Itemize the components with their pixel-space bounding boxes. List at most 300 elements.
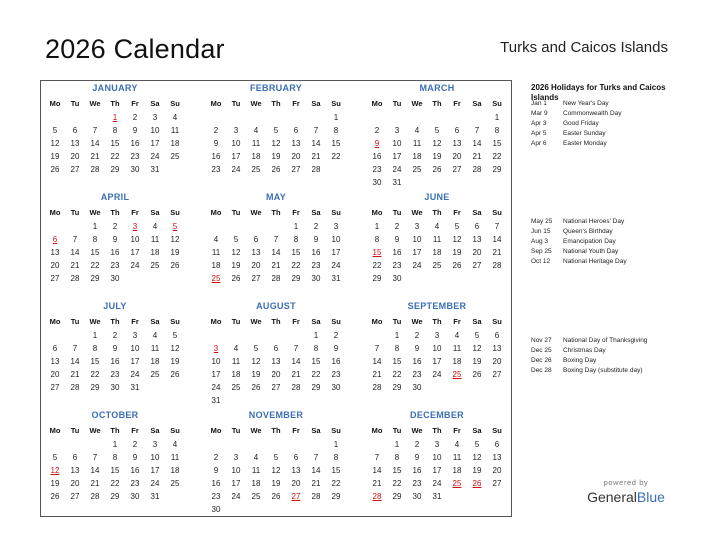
holiday-date: Apr 5 xyxy=(531,130,547,137)
weekday-label: Mo xyxy=(49,208,61,217)
day-cell: 24 xyxy=(231,492,241,501)
day-cell: 26 xyxy=(50,492,60,501)
day-cell: 4 xyxy=(434,222,440,231)
day-cell: 15 xyxy=(311,357,321,366)
day-cell: 20 xyxy=(492,357,502,366)
day-cell: 22 xyxy=(90,261,100,270)
weekday-label: Th xyxy=(110,317,120,326)
country-name: Turks and Caicos Islands xyxy=(500,39,668,56)
day-cell: 16 xyxy=(372,152,382,161)
day-cell: 11 xyxy=(251,466,261,475)
day-cell: 27 xyxy=(472,261,482,270)
day-cell: 29 xyxy=(392,383,402,392)
day-cell: 29 xyxy=(392,492,402,501)
day-cell: 23 xyxy=(130,152,140,161)
day-cell: 12 xyxy=(170,344,180,353)
day-cell: 4 xyxy=(172,113,178,122)
weekday-label: Fr xyxy=(131,317,139,326)
weekday-label: Th xyxy=(271,317,281,326)
day-cell: 2 xyxy=(112,331,118,340)
day-cell: 28 xyxy=(311,165,321,174)
day-cell: 28 xyxy=(90,165,100,174)
day-cell: 13 xyxy=(492,344,502,353)
brand-blue: Blue xyxy=(636,489,665,505)
weekday-label: Su xyxy=(331,208,341,217)
holiday-item xyxy=(531,109,701,119)
day-cell: 4 xyxy=(152,331,158,340)
holiday-date: Aug 3 xyxy=(531,238,548,245)
week-row xyxy=(45,490,185,503)
day-cell: 3 xyxy=(152,440,158,449)
day-cell: 28 xyxy=(291,383,301,392)
day-cell: 16 xyxy=(311,248,321,257)
day-cell: 30 xyxy=(331,383,341,392)
weekday-label: Tu xyxy=(70,426,80,435)
weekday-label: Th xyxy=(271,426,281,435)
weekday-label: Su xyxy=(331,99,341,108)
weekday-label: Tu xyxy=(392,317,402,326)
week-row xyxy=(367,163,507,176)
weekday-label: Su xyxy=(170,317,180,326)
day-cell: 18 xyxy=(150,357,160,366)
day-cell: 14 xyxy=(372,466,382,475)
day-cell: 13 xyxy=(70,139,80,148)
month-june xyxy=(367,192,507,285)
weekday-header xyxy=(206,97,346,111)
holiday-date: Nov 27 xyxy=(531,337,552,344)
month-november xyxy=(206,410,346,516)
day-cell: 17 xyxy=(412,248,422,257)
holiday-day: 25 xyxy=(452,479,462,488)
week-row xyxy=(45,150,185,163)
empty-cell xyxy=(246,111,266,124)
day-cell: 24 xyxy=(211,383,221,392)
day-cell: 12 xyxy=(50,139,60,148)
holiday-date: Dec 28 xyxy=(531,367,552,374)
week-row xyxy=(45,272,185,285)
day-cell: 25 xyxy=(412,165,422,174)
weekday-label: Fr xyxy=(292,426,300,435)
day-cell: 8 xyxy=(112,126,118,135)
day-cell: 19 xyxy=(472,466,482,475)
day-cell: 19 xyxy=(251,370,261,379)
day-cell: 27 xyxy=(291,165,301,174)
month-august xyxy=(206,301,346,407)
day-cell: 28 xyxy=(90,492,100,501)
weekday-label: Sa xyxy=(311,317,321,326)
weekday-header xyxy=(206,206,346,220)
weekday-label: Tu xyxy=(392,208,402,217)
day-cell: 19 xyxy=(170,357,180,366)
month-name: FEBRUARY xyxy=(249,83,303,93)
day-cell: 25 xyxy=(170,152,180,161)
day-cell: 7 xyxy=(494,222,500,231)
empty-cell xyxy=(487,381,507,394)
day-cell: 23 xyxy=(372,165,382,174)
day-cell: 8 xyxy=(293,235,299,244)
weekday-label: We xyxy=(411,99,423,108)
day-cell: 17 xyxy=(392,152,402,161)
day-cell: 9 xyxy=(132,126,138,135)
day-cell: 11 xyxy=(452,453,462,462)
day-cell: 26 xyxy=(271,165,281,174)
weekday-label: Sa xyxy=(472,426,482,435)
week-row xyxy=(367,464,507,477)
weekday-label: Mo xyxy=(210,99,222,108)
holiday-name: National Day of Thanksgiving xyxy=(563,337,648,344)
empty-cell xyxy=(286,111,306,124)
day-cell: 18 xyxy=(432,248,442,257)
week-row xyxy=(206,233,346,246)
weekday-label: Th xyxy=(432,208,442,217)
weekday-label: Mo xyxy=(371,317,383,326)
day-cell: 4 xyxy=(152,222,158,231)
day-cell: 21 xyxy=(472,152,482,161)
week-row xyxy=(367,342,507,355)
weekday-label: Sa xyxy=(472,208,482,217)
day-cell: 19 xyxy=(472,357,482,366)
day-cell: 20 xyxy=(70,152,80,161)
empty-cell xyxy=(266,329,286,342)
weekday-label: Su xyxy=(331,317,341,326)
weekday-label: Fr xyxy=(292,99,300,108)
day-cell: 13 xyxy=(50,357,60,366)
month-name: JUNE xyxy=(424,192,450,202)
day-cell: 15 xyxy=(492,139,502,148)
day-cell: 3 xyxy=(233,453,239,462)
weekday-label: Su xyxy=(492,99,502,108)
day-cell: 29 xyxy=(291,274,301,283)
empty-cell xyxy=(226,438,246,451)
powered-by-text: powered by xyxy=(603,478,649,487)
day-cell: 26 xyxy=(50,165,60,174)
day-cell: 5 xyxy=(233,235,239,244)
month-name: APRIL xyxy=(100,192,130,202)
week-row xyxy=(367,111,507,124)
holiday-name: Good Friday xyxy=(563,120,599,127)
empty-cell xyxy=(286,394,306,407)
empty-cell xyxy=(206,329,226,342)
day-cell: 12 xyxy=(452,235,462,244)
day-cell: 11 xyxy=(251,139,261,148)
day-cell: 20 xyxy=(50,261,60,270)
day-cell: 7 xyxy=(92,126,98,135)
day-cell: 7 xyxy=(374,344,380,353)
day-cell: 12 xyxy=(231,248,241,257)
day-cell: 11 xyxy=(432,235,442,244)
empty-cell xyxy=(206,438,226,451)
empty-cell xyxy=(367,329,387,342)
day-cell: 21 xyxy=(311,152,321,161)
empty-cell xyxy=(266,111,286,124)
week-row xyxy=(206,163,346,176)
week-row xyxy=(45,342,185,355)
empty-cell xyxy=(85,111,105,124)
week-row xyxy=(206,246,346,259)
weekday-label: Su xyxy=(331,426,341,435)
empty-cell xyxy=(367,111,387,124)
week-row xyxy=(367,246,507,259)
day-cell: 5 xyxy=(474,331,480,340)
weekday-label: Tu xyxy=(231,317,241,326)
empty-cell xyxy=(286,438,306,451)
week-row xyxy=(206,329,346,342)
empty-cell xyxy=(206,220,226,233)
day-cell: 19 xyxy=(170,248,180,257)
day-cell: 22 xyxy=(331,152,341,161)
holiday-day: 15 xyxy=(372,248,382,257)
day-cell: 15 xyxy=(331,139,341,148)
day-cell: 20 xyxy=(70,479,80,488)
weekday-label: Th xyxy=(110,426,120,435)
weekday-label: Tu xyxy=(231,208,241,217)
day-cell: 5 xyxy=(52,453,58,462)
holiday-day: 3 xyxy=(213,344,219,353)
day-cell: 6 xyxy=(474,222,480,231)
day-cell: 19 xyxy=(231,261,241,270)
holiday-item xyxy=(531,346,701,356)
week-row xyxy=(367,490,507,503)
day-cell: 6 xyxy=(494,331,500,340)
day-cell: 29 xyxy=(372,274,382,283)
day-cell: 22 xyxy=(90,370,100,379)
empty-cell xyxy=(407,111,427,124)
day-cell: 26 xyxy=(432,165,442,174)
day-cell: 8 xyxy=(374,235,380,244)
day-cell: 24 xyxy=(392,165,402,174)
day-cell: 9 xyxy=(394,235,400,244)
month-december xyxy=(367,410,507,503)
weekday-label: Mo xyxy=(371,99,383,108)
day-cell: 6 xyxy=(72,126,78,135)
day-cell: 4 xyxy=(213,235,219,244)
day-cell: 21 xyxy=(372,370,382,379)
day-cell: 24 xyxy=(150,479,160,488)
week-row xyxy=(45,355,185,368)
day-cell: 31 xyxy=(432,492,442,501)
empty-cell xyxy=(45,329,65,342)
day-cell: 13 xyxy=(70,466,80,475)
empty-cell xyxy=(145,381,165,394)
empty-cell xyxy=(266,503,286,516)
week-row xyxy=(367,272,507,285)
day-cell: 13 xyxy=(291,139,301,148)
day-cell: 1 xyxy=(333,440,339,449)
weekday-label: Sa xyxy=(150,317,160,326)
day-cell: 10 xyxy=(331,235,341,244)
day-cell: 16 xyxy=(130,466,140,475)
holiday-item xyxy=(531,217,701,227)
day-cell: 1 xyxy=(374,222,380,231)
weekday-header xyxy=(367,315,507,329)
day-cell: 28 xyxy=(492,261,502,270)
day-cell: 7 xyxy=(72,344,78,353)
month-name: SEPTEMBER xyxy=(407,301,467,311)
day-cell: 21 xyxy=(271,261,281,270)
week-row xyxy=(45,111,185,124)
day-cell: 21 xyxy=(90,152,100,161)
week-row xyxy=(367,137,507,150)
day-cell: 8 xyxy=(494,126,500,135)
day-cell: 3 xyxy=(434,440,440,449)
holiday-item xyxy=(531,257,701,267)
day-cell: 15 xyxy=(110,466,120,475)
empty-cell xyxy=(447,176,467,189)
empty-cell xyxy=(266,438,286,451)
day-cell: 21 xyxy=(70,370,80,379)
day-cell: 27 xyxy=(50,274,60,283)
day-cell: 30 xyxy=(372,178,382,187)
holiday-name: Queen's Birthday xyxy=(563,228,613,235)
weekday-header xyxy=(206,315,346,329)
day-cell: 30 xyxy=(211,505,221,514)
day-cell: 9 xyxy=(213,466,219,475)
weekday-label: Fr xyxy=(453,208,461,217)
day-cell: 8 xyxy=(394,344,400,353)
day-cell: 7 xyxy=(313,453,319,462)
week-row xyxy=(206,137,346,150)
day-cell: 3 xyxy=(132,331,138,340)
holiday-date: Oct 12 xyxy=(531,258,551,265)
day-cell: 20 xyxy=(291,479,301,488)
weekday-label: Mo xyxy=(49,426,61,435)
empty-cell xyxy=(246,438,266,451)
holiday-date: Jan 1 xyxy=(531,100,547,107)
week-row xyxy=(367,381,507,394)
empty-cell xyxy=(165,163,185,176)
weekday-label: Mo xyxy=(49,317,61,326)
day-cell: 23 xyxy=(412,370,422,379)
day-cell: 7 xyxy=(72,235,78,244)
day-cell: 17 xyxy=(211,370,221,379)
day-cell: 16 xyxy=(211,479,221,488)
weekday-header xyxy=(45,315,185,329)
weekday-label: Mo xyxy=(210,317,222,326)
day-cell: 14 xyxy=(70,248,80,257)
day-cell: 7 xyxy=(313,126,319,135)
day-cell: 14 xyxy=(311,139,321,148)
week-row xyxy=(206,272,346,285)
day-cell: 17 xyxy=(130,357,140,366)
week-row xyxy=(45,451,185,464)
empty-cell xyxy=(246,220,266,233)
weekday-label: We xyxy=(250,99,262,108)
holiday-name: Boxing Day xyxy=(563,357,597,364)
week-row xyxy=(45,124,185,137)
day-cell: 1 xyxy=(394,440,400,449)
holiday-group-1 xyxy=(531,99,701,149)
holiday-date: Sep 25 xyxy=(531,248,552,255)
day-cell: 21 xyxy=(291,370,301,379)
holiday-date: Jun 15 xyxy=(531,228,551,235)
day-cell: 23 xyxy=(110,370,120,379)
empty-cell xyxy=(145,272,165,285)
day-cell: 27 xyxy=(50,383,60,392)
day-cell: 16 xyxy=(110,357,120,366)
holiday-day: 1 xyxy=(112,113,118,122)
day-cell: 3 xyxy=(434,331,440,340)
holiday-item xyxy=(531,129,701,139)
holiday-name: National Heroes' Day xyxy=(563,218,625,225)
weekday-label: Mo xyxy=(371,208,383,217)
weekday-header xyxy=(206,424,346,438)
holiday-day: 26 xyxy=(472,479,482,488)
week-row xyxy=(367,259,507,272)
day-cell: 26 xyxy=(170,370,180,379)
day-cell: 17 xyxy=(150,139,160,148)
empty-cell xyxy=(65,220,85,233)
day-cell: 10 xyxy=(150,126,160,135)
day-cell: 9 xyxy=(213,139,219,148)
empty-cell xyxy=(226,111,246,124)
day-cell: 10 xyxy=(231,139,241,148)
weekday-label: Th xyxy=(432,426,442,435)
holiday-date: Dec 26 xyxy=(531,357,552,364)
day-cell: 18 xyxy=(251,479,261,488)
day-cell: 14 xyxy=(90,139,100,148)
empty-cell xyxy=(226,220,246,233)
day-cell: 17 xyxy=(432,357,442,366)
day-cell: 22 xyxy=(392,479,402,488)
month-may xyxy=(206,192,346,285)
weekday-label: Tu xyxy=(70,317,80,326)
holiday-day: 25 xyxy=(452,370,462,379)
weekday-label: Mo xyxy=(371,426,383,435)
day-cell: 25 xyxy=(150,261,160,270)
day-cell: 22 xyxy=(392,370,402,379)
day-cell: 27 xyxy=(452,165,462,174)
weekday-label: Su xyxy=(492,426,502,435)
day-cell: 8 xyxy=(313,344,319,353)
weekday-label: Fr xyxy=(131,99,139,108)
day-cell: 5 xyxy=(454,222,460,231)
weekday-label: We xyxy=(250,426,262,435)
day-cell: 4 xyxy=(454,440,460,449)
weekday-label: Fr xyxy=(131,426,139,435)
holiday-group-2 xyxy=(531,217,701,267)
holiday-name: Easter Sunday xyxy=(563,130,606,137)
week-row xyxy=(206,394,346,407)
day-cell: 11 xyxy=(150,344,160,353)
day-cell: 14 xyxy=(70,357,80,366)
empty-cell xyxy=(45,111,65,124)
day-cell: 10 xyxy=(231,466,241,475)
day-cell: 5 xyxy=(273,453,279,462)
empty-cell xyxy=(487,490,507,503)
weekday-label: Sa xyxy=(150,208,160,217)
weekday-label: Fr xyxy=(131,208,139,217)
week-row xyxy=(45,220,185,233)
day-cell: 2 xyxy=(112,222,118,231)
day-cell: 21 xyxy=(492,248,502,257)
day-cell: 21 xyxy=(70,261,80,270)
day-cell: 16 xyxy=(130,139,140,148)
day-cell: 29 xyxy=(110,165,120,174)
month-april xyxy=(45,192,185,285)
day-cell: 31 xyxy=(150,165,160,174)
week-row xyxy=(45,233,185,246)
month-september xyxy=(367,301,507,394)
empty-cell xyxy=(306,394,326,407)
day-cell: 24 xyxy=(432,370,442,379)
day-cell: 1 xyxy=(394,331,400,340)
week-row xyxy=(367,220,507,233)
day-cell: 10 xyxy=(130,235,140,244)
weekday-label: Tu xyxy=(231,99,241,108)
day-cell: 20 xyxy=(251,261,261,270)
day-cell: 30 xyxy=(311,274,321,283)
empty-cell xyxy=(326,394,346,407)
